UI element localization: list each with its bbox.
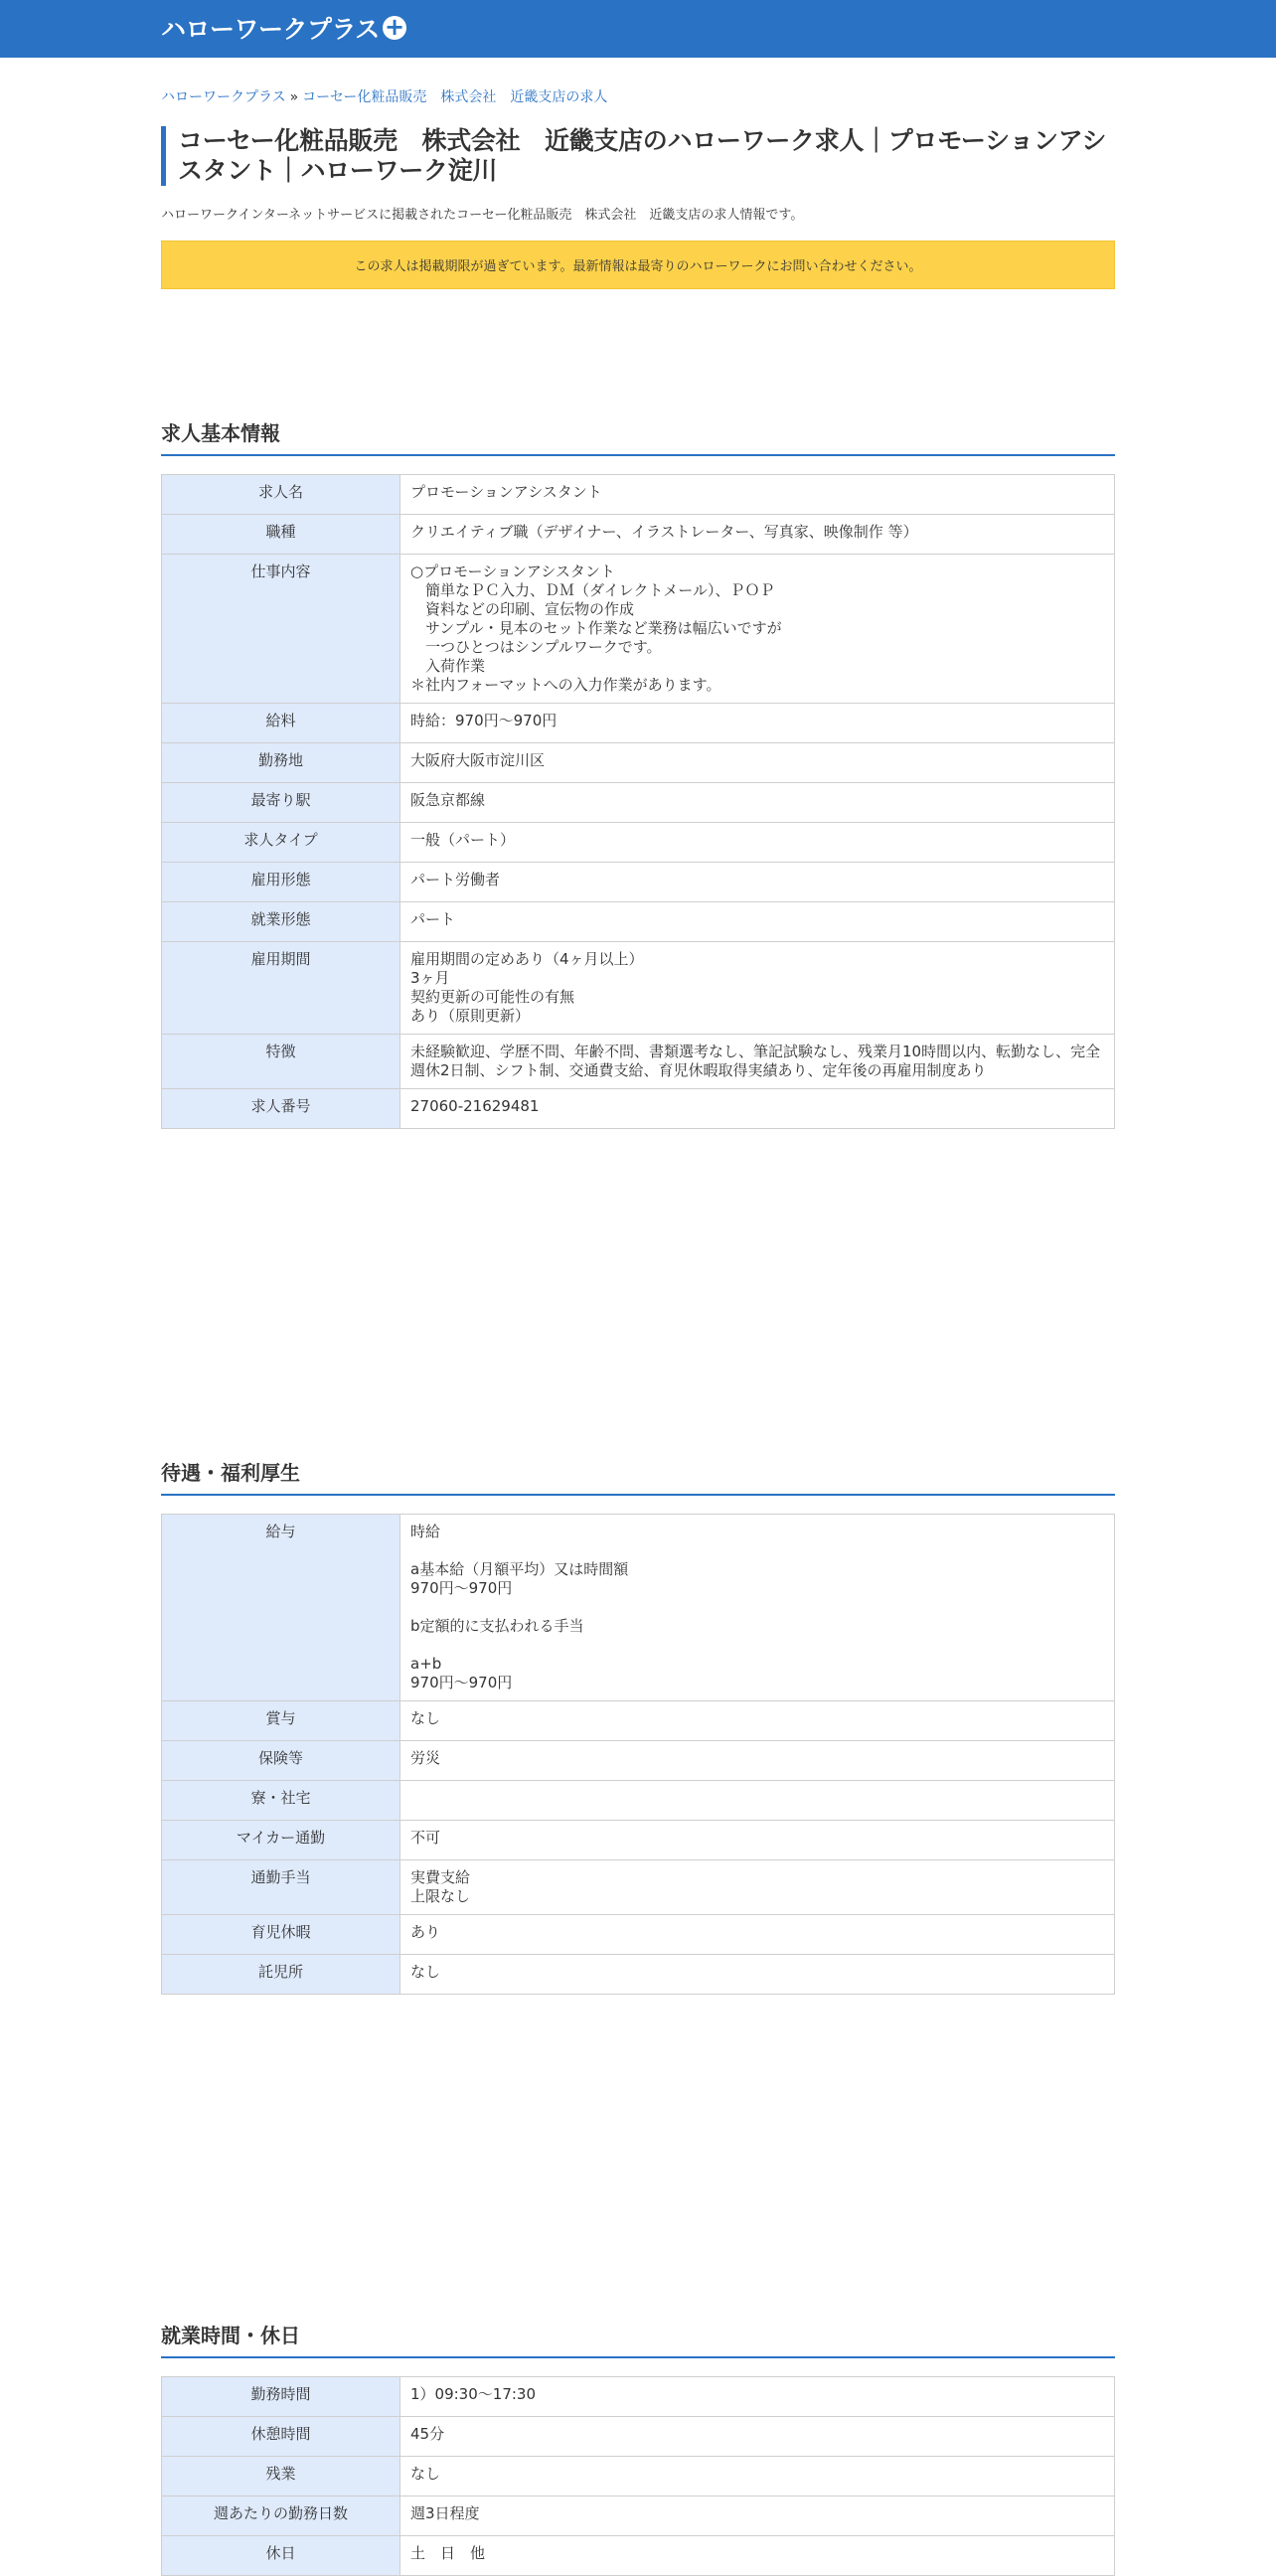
site-logo[interactable] bbox=[161, 12, 406, 44]
row-value: なし bbox=[400, 1955, 1115, 1995]
table-row bbox=[162, 2417, 1115, 2457]
site-header bbox=[0, 0, 1276, 58]
row-label: 最寄り駅 bbox=[162, 783, 400, 823]
row-value bbox=[400, 1781, 1115, 1821]
row-value: 27060-21629481 bbox=[400, 1089, 1115, 1129]
table-row bbox=[162, 2536, 1115, 2576]
row-label: 求人名 bbox=[162, 475, 400, 515]
row-label: マイカー通勤 bbox=[162, 1821, 400, 1860]
table-row bbox=[162, 902, 1115, 942]
section-heading-basic: 求人基本情報 bbox=[161, 417, 1115, 456]
row-value: 45分 bbox=[400, 2417, 1115, 2457]
logo-text: ハローワークプラス bbox=[161, 15, 380, 44]
table-row bbox=[162, 1781, 1115, 1821]
row-label: 求人番号 bbox=[162, 1089, 400, 1129]
table-row bbox=[162, 475, 1115, 515]
page-title: コーセー化粧品販売 株式会社 近畿支店のハローワーク求人｜プロモーションアシスタント｜ハローワーク淀川 bbox=[161, 126, 1115, 186]
row-value: パート bbox=[400, 902, 1115, 942]
row-label: 寮・社宅 bbox=[162, 1781, 400, 1821]
table-row bbox=[162, 1821, 1115, 1860]
table-row bbox=[162, 2496, 1115, 2536]
breadcrumb-company-link[interactable]: コーセー化粧品販売 株式会社 近畿支店の求人 bbox=[302, 89, 608, 105]
row-label: 雇用期間 bbox=[162, 942, 400, 1035]
table-row bbox=[162, 1955, 1115, 1995]
breadcrumb bbox=[161, 86, 607, 106]
row-label: 育児休暇 bbox=[162, 1915, 400, 1955]
row-label: 雇用形態 bbox=[162, 863, 400, 902]
table-row bbox=[162, 1035, 1115, 1089]
breadcrumb-separator: » bbox=[289, 89, 299, 105]
row-value: 未経験歓迎、学歴不問、年齢不問、書類選考なし、筆記試験なし、残業月10時間以内、転勤なし、完全週休2日制、シフト制、交通費支給、育児休暇取得実績あり、定年後の再雇用制度あり bbox=[400, 1035, 1115, 1089]
row-label: 特徴 bbox=[162, 1035, 400, 1089]
table-row bbox=[162, 555, 1115, 704]
row-value: 時給 a基本給（月額平均）又は時間額 970円～970円 b定額的に支払われる手当 a+b 970円～970円 bbox=[400, 1515, 1115, 1701]
row-label: 託児所 bbox=[162, 1955, 400, 1995]
table-row bbox=[162, 1860, 1115, 1915]
row-label: 勤務地 bbox=[162, 743, 400, 783]
row-label: 賞与 bbox=[162, 1701, 400, 1741]
table-row bbox=[162, 704, 1115, 743]
table-row bbox=[162, 863, 1115, 902]
row-value: 一般（パート） bbox=[400, 823, 1115, 863]
intro-text: ハローワークインターネットサービスに掲載されたコーセー化粧品販売 株式会社 近畿支店の求人情報です。 bbox=[161, 208, 804, 223]
welfare-table bbox=[161, 1514, 1115, 1995]
row-label: 週あたりの勤務日数 bbox=[162, 2496, 400, 2536]
row-value: なし bbox=[400, 2457, 1115, 2496]
table-row bbox=[162, 1701, 1115, 1741]
table-row bbox=[162, 515, 1115, 555]
row-value: 雇用期間の定めあり（4ヶ月以上） 3ヶ月 契約更新の可能性の有無 あり（原則更新） bbox=[400, 942, 1115, 1035]
row-label: 給与 bbox=[162, 1515, 400, 1701]
row-value: ○プロモーションアシスタント 簡単なＰＣ入力、ＤＭ（ダイレクトメール）、ＰＯＰ 資料などの印刷、宣伝物の作成 サンプル・見本のセット作業など業務は幅広いですが 一つひとつはシンプルワークです。 入荷作業 ＊社内フォーマットへの入力作業があります。 bbox=[400, 555, 1115, 704]
table-row bbox=[162, 1089, 1115, 1129]
basic-info-table bbox=[161, 474, 1115, 1129]
row-value: なし bbox=[400, 1701, 1115, 1741]
table-row bbox=[162, 2377, 1115, 2417]
row-label: 職種 bbox=[162, 515, 400, 555]
row-label: 給料 bbox=[162, 704, 400, 743]
row-label: 残業 bbox=[162, 2457, 400, 2496]
section-heading-hours: 就業時間・休日 bbox=[161, 2320, 1115, 2358]
row-label: 通勤手当 bbox=[162, 1860, 400, 1915]
row-label: 保険等 bbox=[162, 1741, 400, 1781]
row-value: 土 日 他 bbox=[400, 2536, 1115, 2576]
table-row bbox=[162, 942, 1115, 1035]
row-label: 勤務時間 bbox=[162, 2377, 400, 2417]
row-value: クリエイティブ職（デザイナー、イラストレーター、写真家、映像制作 等） bbox=[400, 515, 1115, 555]
row-value: 実費支給 上限なし bbox=[400, 1860, 1115, 1915]
row-label: 仕事内容 bbox=[162, 555, 400, 704]
row-label: 求人タイプ bbox=[162, 823, 400, 863]
row-value: 時給：970円～970円 bbox=[400, 704, 1115, 743]
row-value: 阪急京都線 bbox=[400, 783, 1115, 823]
row-value: 週3日程度 bbox=[400, 2496, 1115, 2536]
row-label: 休憩時間 bbox=[162, 2417, 400, 2457]
table-row bbox=[162, 823, 1115, 863]
expired-notice-text: この求人は掲載期限が過ぎています。最新情報は最寄りのハローワークにお問い合わせください。 bbox=[354, 259, 922, 274]
row-value: 大阪府大阪市淀川区 bbox=[400, 743, 1115, 783]
table-row bbox=[162, 743, 1115, 783]
row-value: あり bbox=[400, 1915, 1115, 1955]
table-row bbox=[162, 1515, 1115, 1701]
row-value: 労災 bbox=[400, 1741, 1115, 1781]
row-label: 就業形態 bbox=[162, 902, 400, 942]
row-value: 1）09:30～17:30 bbox=[400, 2377, 1115, 2417]
table-row bbox=[162, 1915, 1115, 1955]
table-row bbox=[162, 783, 1115, 823]
row-value: 不可 bbox=[400, 1821, 1115, 1860]
plus-circle-icon: + bbox=[383, 16, 406, 40]
hours-table bbox=[161, 2376, 1115, 2576]
row-label: 休日 bbox=[162, 2536, 400, 2576]
table-row bbox=[162, 1741, 1115, 1781]
row-value: プロモーションアシスタント bbox=[400, 475, 1115, 515]
breadcrumb-home-link[interactable]: ハローワークプラス bbox=[161, 89, 286, 105]
table-row bbox=[162, 2457, 1115, 2496]
section-heading-welfare: 待遇・福利厚生 bbox=[161, 1457, 1115, 1496]
expired-notice bbox=[161, 241, 1115, 289]
row-value: パート労働者 bbox=[400, 863, 1115, 902]
